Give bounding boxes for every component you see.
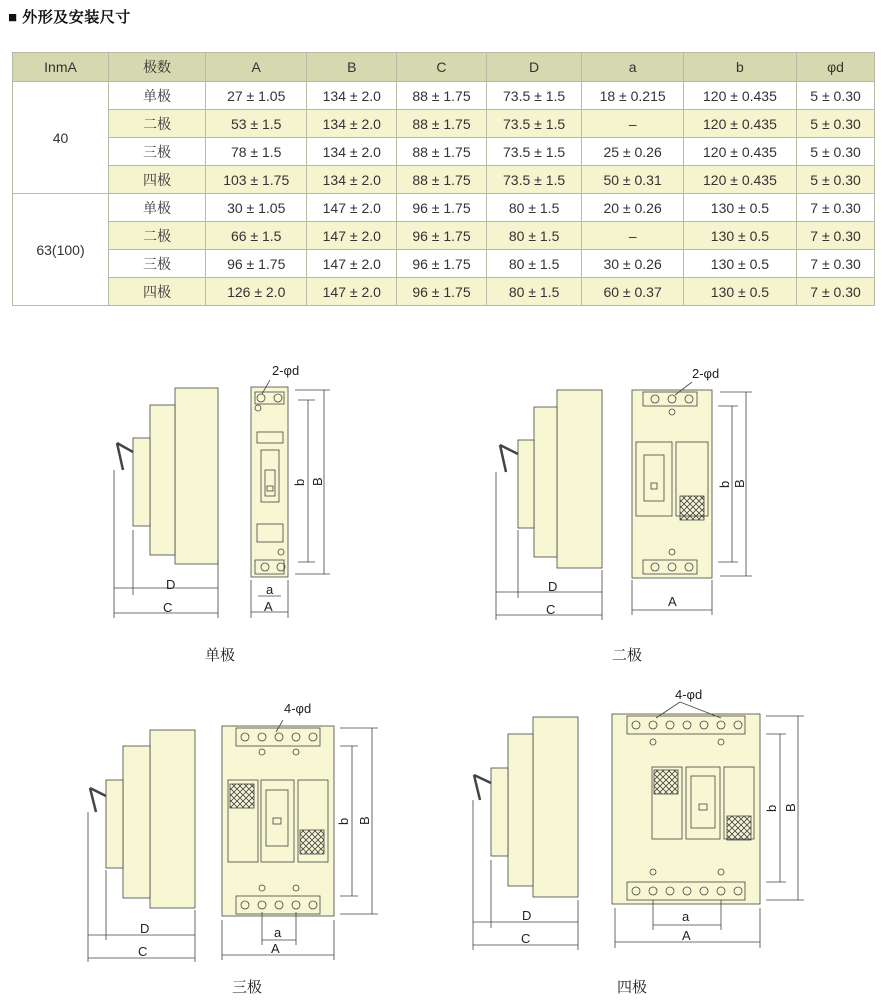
triple-front-view xyxy=(222,726,334,916)
dim-label-c: C xyxy=(163,600,173,615)
dim-label-c: C xyxy=(138,944,148,959)
dim-label-d: D xyxy=(522,908,532,923)
table-cell: 单极 xyxy=(109,194,206,222)
table-cell: 二极 xyxy=(109,222,206,250)
table-cell: 78 ± 1.5 xyxy=(206,138,307,166)
holes-callout: 2-φd xyxy=(272,363,300,378)
table-cell: 单极 xyxy=(109,82,206,110)
table-cell: 103 ± 1.75 xyxy=(206,166,307,194)
table-cell: 27 ± 1.05 xyxy=(206,82,307,110)
holes-callout: 2-φd xyxy=(692,366,720,381)
dim-label-a-lower: a xyxy=(274,925,282,940)
dim-label-c: C xyxy=(546,602,556,617)
table-cell: 147 ± 2.0 xyxy=(307,278,397,306)
header-d: D xyxy=(486,53,582,82)
header-b-upper: B xyxy=(307,53,397,82)
quad-front-view xyxy=(612,714,760,904)
table-cell: 80 ± 1.5 xyxy=(486,222,582,250)
table-cell: 73.5 ± 1.5 xyxy=(486,138,582,166)
table-cell: 7 ± 0.30 xyxy=(797,278,875,306)
table-cell: 四极 xyxy=(109,166,206,194)
table-cell: 二极 xyxy=(109,110,206,138)
table-cell: 66 ± 1.5 xyxy=(206,222,307,250)
table-cell: 73.5 ± 1.5 xyxy=(486,82,582,110)
double-side-view xyxy=(500,390,602,568)
table-cell: 80 ± 1.5 xyxy=(486,278,582,306)
header-b-lower: b xyxy=(683,53,796,82)
dim-label-b-lower: b xyxy=(292,478,307,486)
table-cell: – xyxy=(582,222,683,250)
table-cell: 130 ± 0.5 xyxy=(683,278,796,306)
table-cell: 130 ± 0.5 xyxy=(683,194,796,222)
table-cell: 147 ± 2.0 xyxy=(307,250,397,278)
table-cell: 120 ± 0.435 xyxy=(683,166,796,194)
dim-label-b-lower: b xyxy=(336,817,351,825)
table-cell: 96 ± 1.75 xyxy=(397,250,487,278)
table-cell: 三极 xyxy=(109,250,206,278)
group-current-cell: 63(100) xyxy=(13,194,109,306)
drawing-triple-pole xyxy=(88,701,378,962)
table-cell: 120 ± 0.435 xyxy=(683,138,796,166)
table-cell: 96 ± 1.75 xyxy=(206,250,307,278)
table-cell: 三极 xyxy=(109,138,206,166)
drawing-double-pole xyxy=(496,366,752,620)
holes-callout: 4-φd xyxy=(284,701,312,716)
table-cell: 88 ± 1.75 xyxy=(397,82,487,110)
table-cell: 134 ± 2.0 xyxy=(307,82,397,110)
table-cell: 88 ± 1.75 xyxy=(397,138,487,166)
dim-label-d: D xyxy=(548,579,558,594)
drawing-quad-pole xyxy=(473,687,804,950)
table-cell: 80 ± 1.5 xyxy=(486,194,582,222)
dim-label-b-upper: B xyxy=(783,803,798,812)
dim-label-a-lower: a xyxy=(266,582,274,597)
header-a-lower: a xyxy=(582,53,683,82)
holes-callout: 4-φd xyxy=(675,687,703,702)
dim-label-d: D xyxy=(166,577,176,592)
dim-label-b-lower: b xyxy=(717,480,732,488)
table-cell: 130 ± 0.5 xyxy=(683,222,796,250)
dim-label-d: D xyxy=(140,921,150,936)
table-cell: 147 ± 2.0 xyxy=(307,222,397,250)
caption-triple-pole: 三极 xyxy=(232,979,263,996)
table-cell: 7 ± 0.30 xyxy=(797,250,875,278)
section-title: ■ 外形及安装尺寸 xyxy=(8,9,131,26)
dim-label-a-upper: A xyxy=(271,941,280,956)
table-cell: 5 ± 0.30 xyxy=(797,82,875,110)
table-cell: 88 ± 1.75 xyxy=(397,166,487,194)
table-cell: 96 ± 1.75 xyxy=(397,278,487,306)
table-cell: 5 ± 0.30 xyxy=(797,166,875,194)
group-current-cell: 40 xyxy=(13,82,109,194)
dim-label-b-upper: B xyxy=(310,477,325,486)
single-front-view xyxy=(251,387,288,577)
table-cell: – xyxy=(582,110,683,138)
header-inma: InmA xyxy=(13,53,109,82)
table-cell: 四极 xyxy=(109,278,206,306)
table-cell: 73.5 ± 1.5 xyxy=(486,110,582,138)
table-cell: 96 ± 1.75 xyxy=(397,194,487,222)
dim-label-a-upper: A xyxy=(668,594,677,609)
table-cell: 7 ± 0.30 xyxy=(797,222,875,250)
header-c: C xyxy=(397,53,487,82)
single-side-view xyxy=(117,388,218,564)
caption-quad-pole: 四极 xyxy=(617,979,648,996)
table-cell: 134 ± 2.0 xyxy=(307,110,397,138)
table-cell: 134 ± 2.0 xyxy=(307,138,397,166)
table-cell: 5 ± 0.30 xyxy=(797,138,875,166)
table-cell: 53 ± 1.5 xyxy=(206,110,307,138)
dim-label-b-upper: B xyxy=(357,816,372,825)
header-phi-d: φd xyxy=(797,53,875,82)
caption-single-pole: 单极 xyxy=(205,647,236,664)
table-cell: 60 ± 0.37 xyxy=(582,278,683,306)
table-cell: 5 ± 0.30 xyxy=(797,110,875,138)
header-poles: 极数 xyxy=(109,53,206,82)
table-cell: 30 ± 1.05 xyxy=(206,194,307,222)
drawing-single-pole xyxy=(114,363,330,618)
caption-double-pole: 二极 xyxy=(612,647,643,664)
table-cell: 30 ± 0.26 xyxy=(582,250,683,278)
dim-label-b-upper: B xyxy=(732,479,747,488)
table-cell: 20 ± 0.26 xyxy=(582,194,683,222)
dim-label-a-lower: a xyxy=(682,909,690,924)
dim-label-c: C xyxy=(521,931,531,946)
dim-label-a-upper: A xyxy=(264,599,273,614)
table-cell: 134 ± 2.0 xyxy=(307,166,397,194)
quad-side-view xyxy=(474,717,578,897)
table-cell: 96 ± 1.75 xyxy=(397,222,487,250)
table-cell: 88 ± 1.75 xyxy=(397,110,487,138)
table-cell: 25 ± 0.26 xyxy=(582,138,683,166)
dim-label-b-lower: b xyxy=(764,804,779,812)
table-cell: 120 ± 0.435 xyxy=(683,82,796,110)
table-cell: 73.5 ± 1.5 xyxy=(486,166,582,194)
table-cell: 120 ± 0.435 xyxy=(683,110,796,138)
table-cell: 50 ± 0.31 xyxy=(582,166,683,194)
table-cell: 147 ± 2.0 xyxy=(307,194,397,222)
table-cell: 126 ± 2.0 xyxy=(206,278,307,306)
table-cell: 130 ± 0.5 xyxy=(683,250,796,278)
table-cell: 18 ± 0.215 xyxy=(582,82,683,110)
table-cell: 80 ± 1.5 xyxy=(486,250,582,278)
table-cell: 7 ± 0.30 xyxy=(797,194,875,222)
double-front-view xyxy=(632,390,712,578)
dim-label-a-upper: A xyxy=(682,928,691,943)
header-a-upper: A xyxy=(206,53,307,82)
